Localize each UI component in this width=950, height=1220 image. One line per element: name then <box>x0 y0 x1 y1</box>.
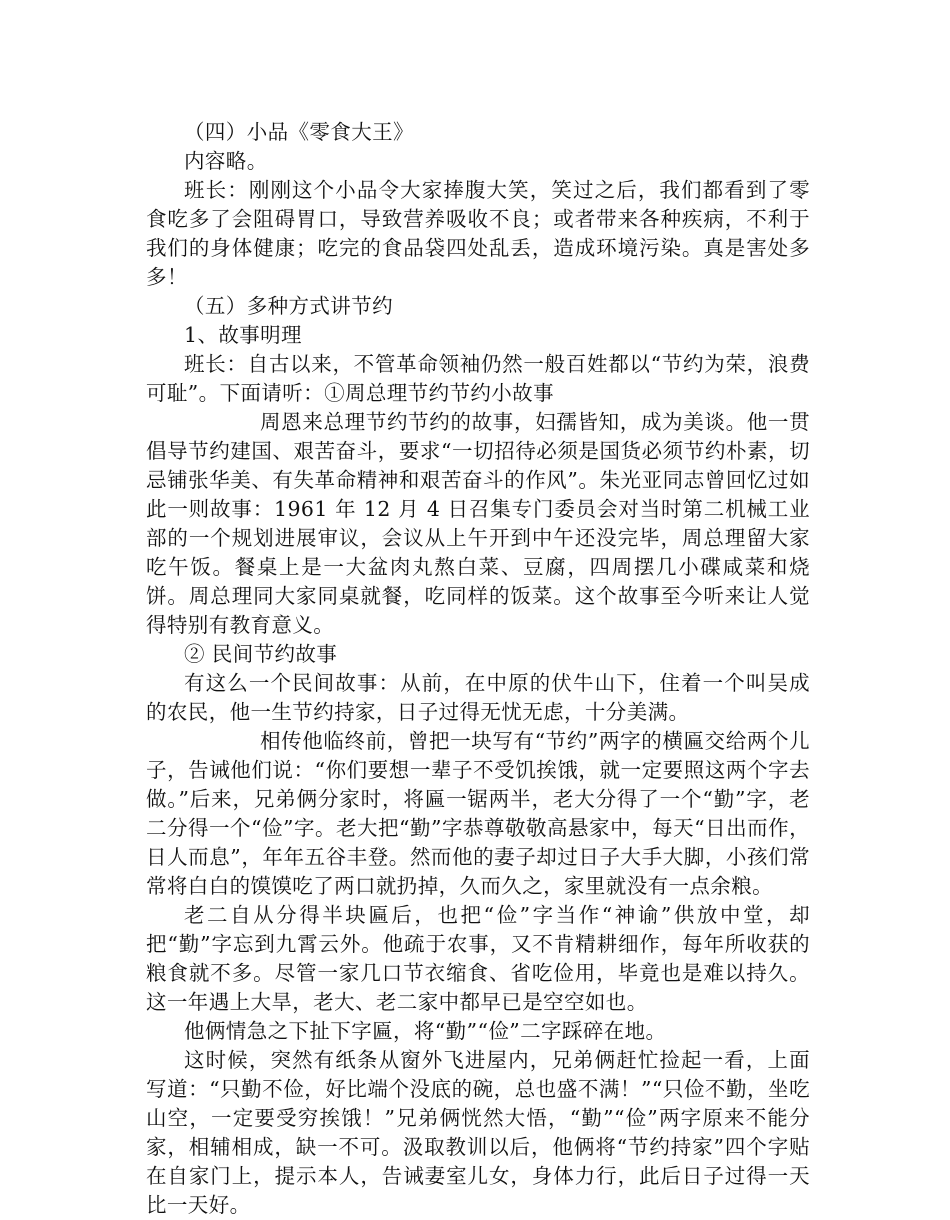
paragraph: 有这么一个民间故事：从前，在中原的伏牛山下，住着一个叫吴成的农民，他一生节约持家，日子过得无忧无虑，十分美满。 <box>146 671 810 724</box>
paragraph: （五）多种方式讲节约 <box>184 294 393 318</box>
paragraph: 他俩情急之下扯下字匾，将“勤”“俭”二字踩碎在地。 <box>184 1019 667 1043</box>
paragraph: 周恩来总理节约节约的故事，妇孺皆知，成为美谈。他一贯倡导节约建国、艰苦奋斗，要求“一切招待必须是国货必须节约朴素，切忌铺张华美、有失革命精神和艰苦奋斗的作风”。朱光亚同志曾回忆过如此一则故事：1961 年 12 月 4 日召集专门委员会对当时第二机械工业部的一个规划进展审议，会议从上午开到中午还没完毕，周总理留大家吃午饭。餐桌上是一大盆肉丸熬白菜、豆腐，四周摆几小碟咸菜和烧饼。周总理同大家同桌就餐，吃同样的饭菜。这个故事至今听来让人觉得特别有教育意义。 <box>146 410 810 637</box>
paragraph: 班长：刚刚这个小品令大家捧腹大笑，笑过之后，我们都看到了零食吃多了会阻碍胃口，导致营养吸收不良；或者带来各种疾病，不利于我们的身体健康；吃完的食品袋四处乱丢，造成环境污染。真是害处多多！ <box>146 178 810 289</box>
paragraph: （四）小品《零食大王》 <box>184 120 414 144</box>
paragraph: 内容略。 <box>184 149 268 173</box>
paragraph: 相传他临终前，曾把一块写有“节约”两字的横匾交给两个儿子，告诫他们说：“你们要想一辈子不受饥挨饿，就一定要照这两个字去做。”后来，兄弟俩分家时，将匾一锯两半，老大分得了一个“勤”字，老二分得一个“俭”字。老大把“勤”字恭尊敬敬高悬家中，每天“日出而作，日人而息”，年年五谷丰登。然而他的妻子却过日子大手大脚，小孩们常常将白白的馍馍吃了两口就扔掉，久而久之，家里就没有一点余粮。 <box>146 729 810 898</box>
paragraph: 老二自从分得半块匾后，也把“俭”字当作“神谕”供放中堂，却把“勤”字忘到九霄云外。他疏于农事，又不肯精耕细作，每年所收获的粮食就不多。尽管一家几口节衣缩食、省吃俭用，毕竟也是难以持久。这一年遇上大旱，老大、老二家中都早已是空空如也。 <box>146 903 810 1014</box>
paragraph: ② 民间节约故事 <box>184 642 338 666</box>
paragraph: 1、故事明理 <box>184 323 302 347</box>
paragraph: 班长：自古以来，不管革命领袖仍然一般百姓都以“节约为荣，浪费可耻”。下面请听：①周总理节约节约小故事 <box>146 352 810 405</box>
paragraph: 这时候，突然有纸条从窗外飞进屋内，兄弟俩赶忙捡起一看，上面写道：“只勤不俭，好比端个没底的碗，总也盛不满！”“只俭不勤，坐吃山空，一定要受穷挨饿！”兄弟俩恍然大悟，“勤”“俭”两字原来不能分家，相辅相成，缺一不可。汲取教训以后，他俩将“节约持家”四个字贴在自家门上，提示本人，告诫妻室儿女，身体力行，此后日子过得一天比一天好。 <box>146 1048 810 1217</box>
document-body <box>146 118 810 1220</box>
